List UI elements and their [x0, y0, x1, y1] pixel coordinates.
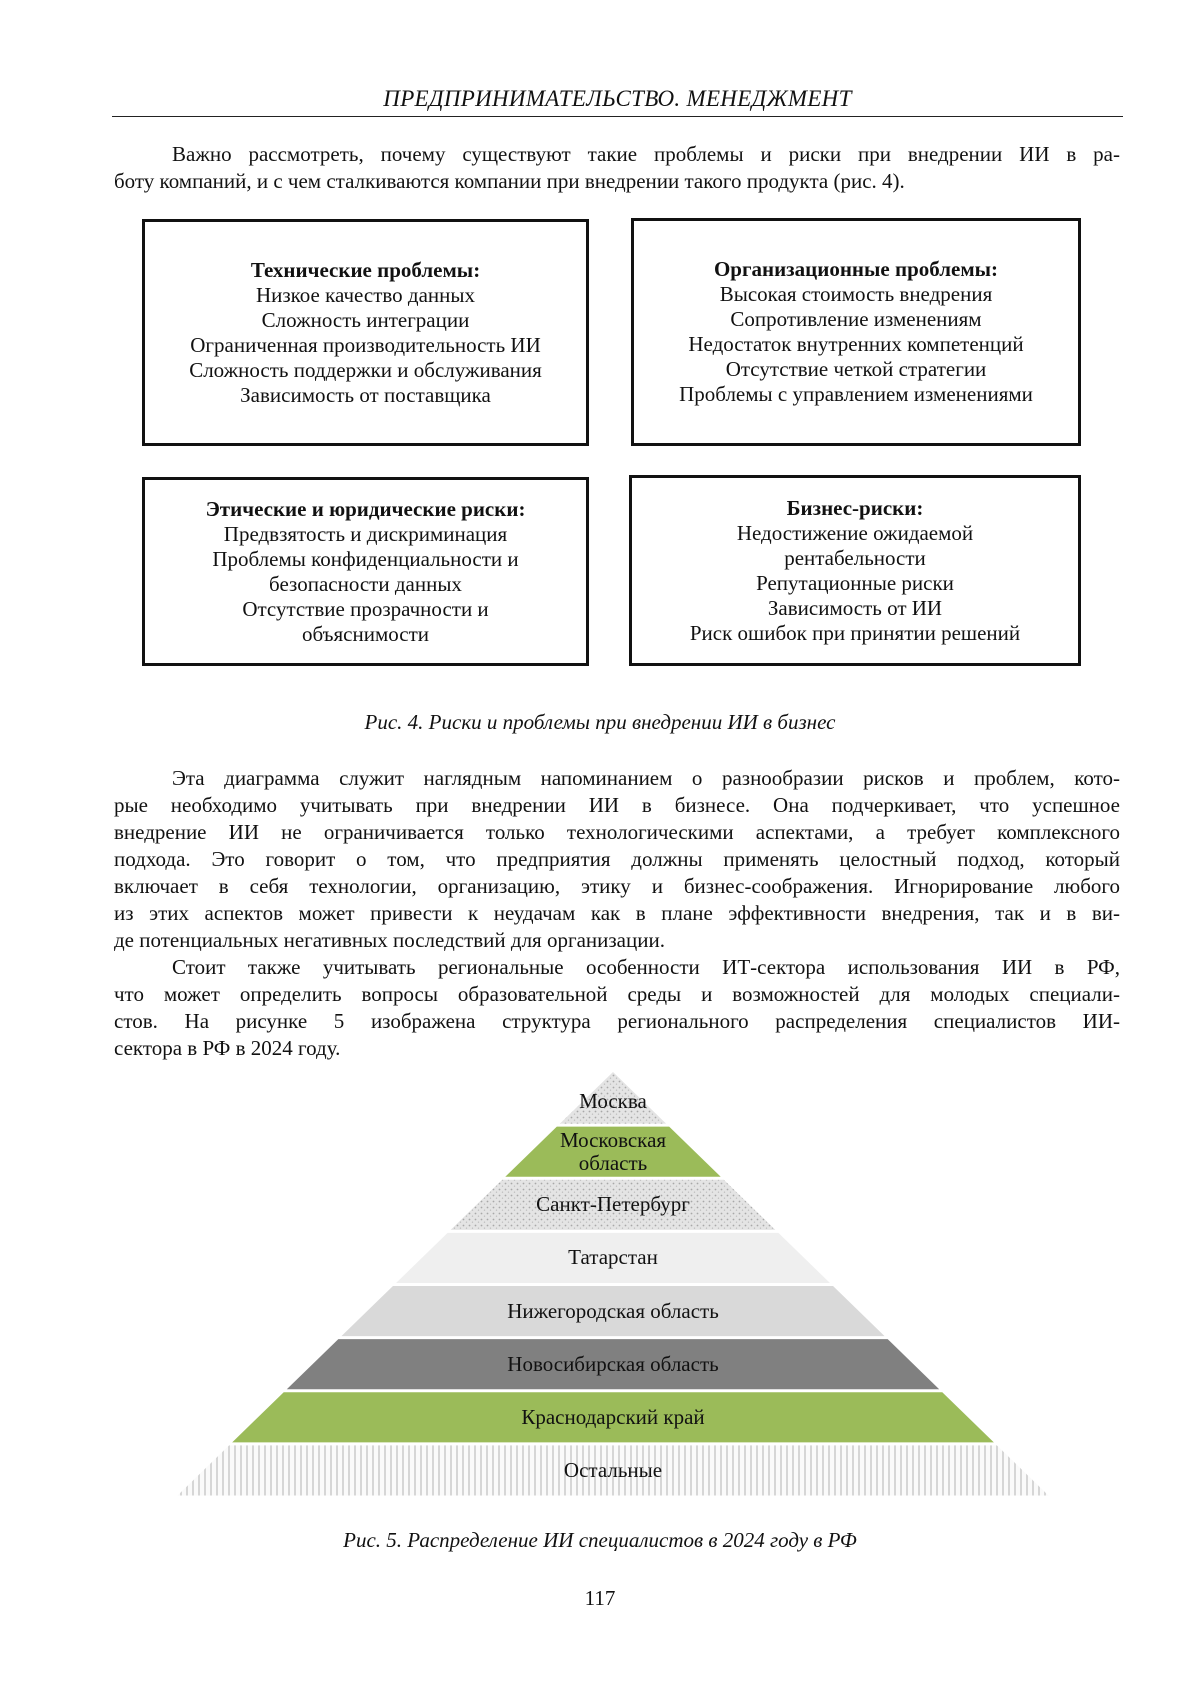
box-item: Предвзятость и дискриминация [224, 522, 507, 547]
pyramid-tier-label [363, 1129, 863, 1175]
text-line: стов. На рисунке 5 изображена структура регионального распределения специалистов ИИ- [114, 1008, 1120, 1035]
box-item: Проблемы конфиденциальности и [212, 547, 518, 572]
region-pyramid-chart [0, 0, 1200, 1698]
pyramid-tier-label: Санкт-Петербург [363, 1193, 863, 1216]
box-item: Репутационные риски [756, 571, 954, 596]
text-line: де потенциальных негативных последствий для организации. [114, 927, 1120, 954]
box-title: Бизнес-риски: [787, 496, 924, 521]
box-item: Проблемы с управлением изменениями [679, 382, 1033, 407]
pyramid-tier-label: Нижегородская область [363, 1300, 863, 1323]
text-line: рые необходимо учитывать при внедрении ИИ в бизнесе. Она подчеркивает, что успешное [114, 792, 1120, 819]
box-item: безопасности данных [269, 572, 462, 597]
figure-5-caption: Рис. 5. Распределение ИИ специалистов в 2024 году в РФ [0, 1527, 1200, 1553]
box-title: Этические и юридические риски: [206, 497, 526, 522]
text-line: Эта диаграмма служит наглядным напоминанием о разнообразии рисков и проблем, кото- [114, 765, 1120, 792]
box-item: объяснимости [302, 622, 429, 647]
box-item: рентабельности [784, 546, 926, 571]
box-item: Зависимость от поставщика [240, 383, 491, 408]
text-line: Стоит также учитывать региональные особенности ИТ-сектора использования ИИ в РФ, [114, 954, 1120, 981]
running-header: ПРЕДПРИНИМАТЕЛЬСТВО. МЕНЕДЖМЕНТ [112, 84, 1123, 114]
box-item: Риск ошибок при принятии решений [690, 621, 1020, 646]
box-item: Сложность интеграции [262, 308, 470, 333]
text-line: Важно рассмотреть, почему существуют такие проблемы и риски при внедрении ИИ в ра- [114, 141, 1120, 168]
box-item: Отсутствие прозрачности и [242, 597, 488, 622]
text-line: сектора в РФ в 2024 году. [114, 1035, 1120, 1062]
pyramid-tier-label-line: область [363, 1152, 863, 1175]
box-item: Отсутствие четкой стратегии [726, 357, 987, 382]
pyramid-tier-label: Краснодарский край [363, 1406, 863, 1429]
text-line: что может определить вопросы образовательной среды и возможностей для молодых специали- [114, 981, 1120, 1008]
text-line: внедрение ИИ не ограничивается только технологическими аспектами, а требует комплексного [114, 819, 1120, 846]
box-item: Сложность поддержки и обслуживания [189, 358, 542, 383]
box-item: Недостижение ожидаемой [737, 521, 973, 546]
text-line: боту компаний, и с чем сталкиваются компании при внедрении такого продукта (рис. 4). [114, 168, 1120, 195]
pyramid-tier-label: Москва [363, 1090, 863, 1113]
pyramid-tier-label: Новосибирская область [363, 1353, 863, 1376]
text-line: включает в себя технологии, организацию, этику и бизнес-соображения. Игнорирование любого [114, 873, 1120, 900]
text-line: подхода. Это говорит о том, что предприятия должны применять целостный подход, который [114, 846, 1120, 873]
box-title: Организационные проблемы: [714, 257, 998, 282]
pyramid-tier-label-line: Московская [363, 1129, 863, 1152]
box-item: Высокая стоимость внедрения [720, 282, 993, 307]
box-item: Низкое качество данных [256, 283, 475, 308]
page-number: 117 [0, 1585, 1200, 1611]
box-title: Технические проблемы: [251, 258, 480, 283]
box-item: Зависимость от ИИ [768, 596, 942, 621]
text-line: из этих аспектов может привести к неудачам как в плане эффективности внедрения, так и в ви- [114, 900, 1120, 927]
pyramid-tier-label: Остальные [363, 1459, 863, 1482]
figure-4-caption: Рис. 4. Риски и проблемы при внедрении ИИ в бизнес [0, 709, 1200, 735]
pyramid-tier-label: Татарстан [363, 1246, 863, 1269]
box-item: Сопротивление изменениям [730, 307, 981, 332]
box-item: Ограниченная производительность ИИ [190, 333, 541, 358]
box-item: Недостаток внутренних компетенций [688, 332, 1023, 357]
